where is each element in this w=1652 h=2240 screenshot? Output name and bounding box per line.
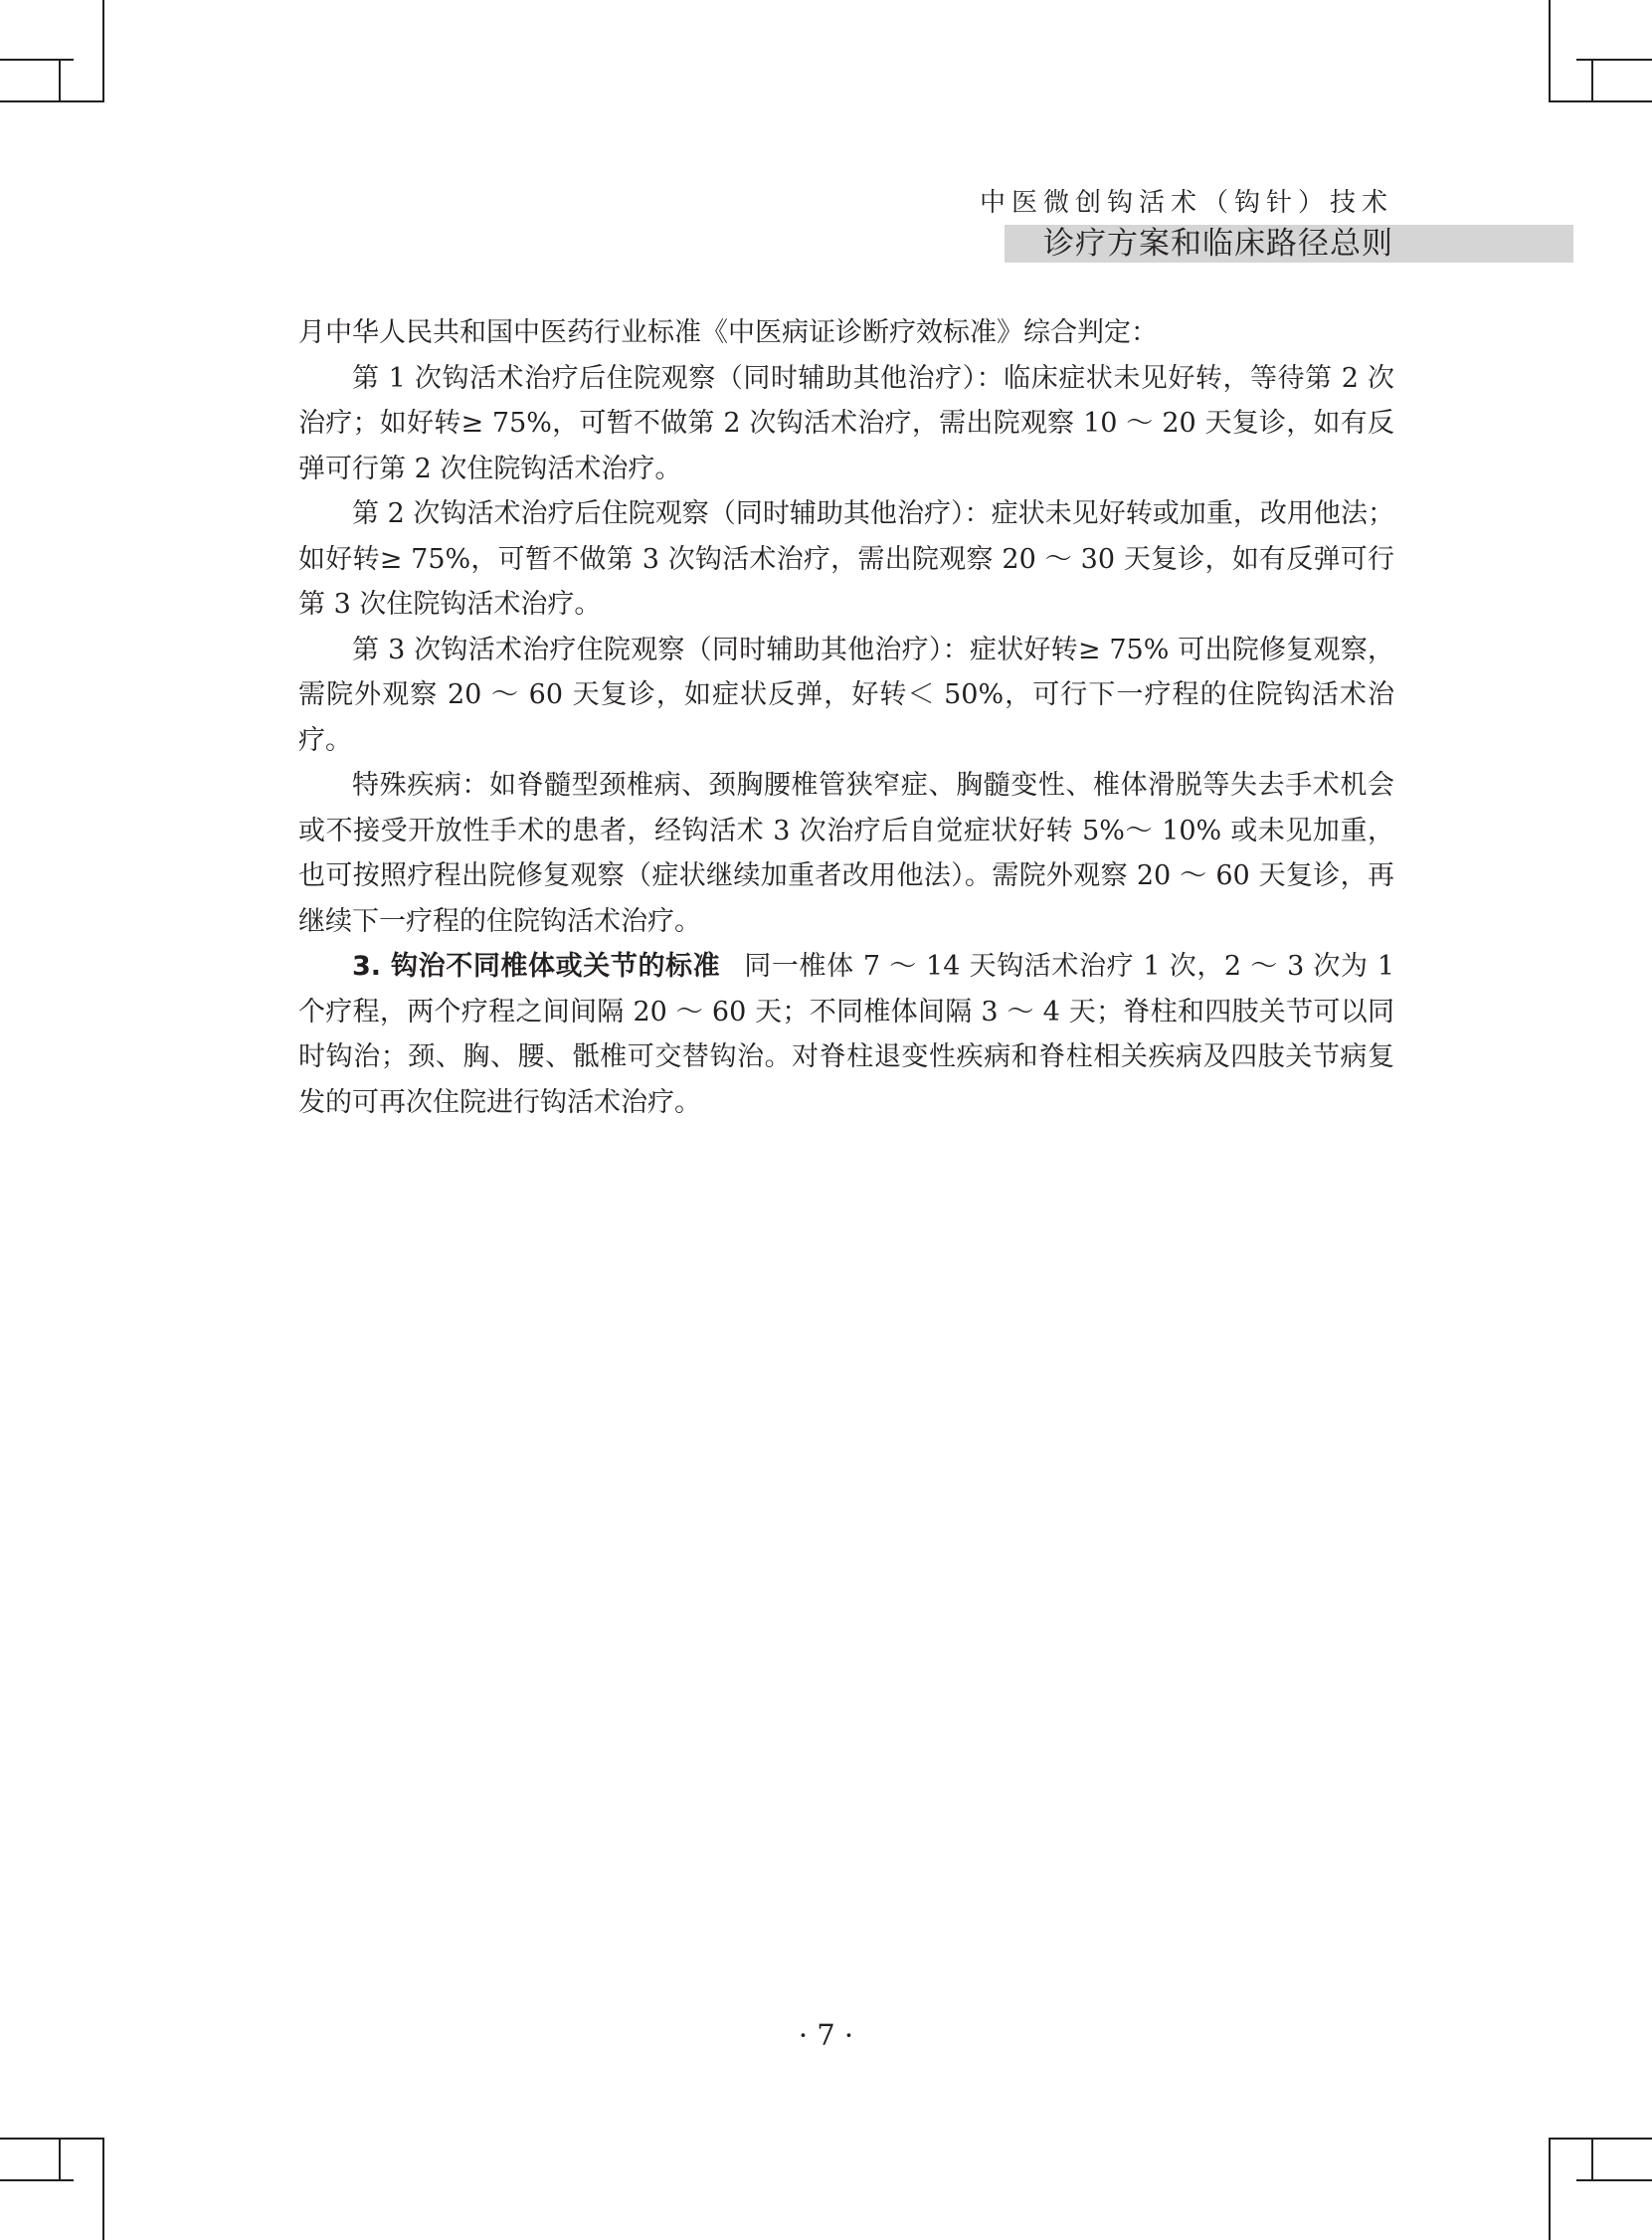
paragraph-continuation: 月中华人民共和国中医药行业标准《中医病证诊断疗效标准》综合判定：: [298, 317, 1158, 348]
running-header-section-title: 诊疗方案和临床路径总则: [1043, 226, 1393, 262]
paragraph-first-treatment: 第 1 次钩活术治疗后住院观察（同时辅助其他治疗）：临床症状未见好转，等待第 2 次治疗；如好转≥ 75%，可暂不做第 2 次钩活术治疗，需出院观察 10 ～ 20 天复诊，如有反弹可行第 2 次住院钩活术治疗。: [298, 362, 1394, 484]
crop-mark-top-left-corner-v: [59, 59, 61, 102]
paragraph-section-3: [298, 944, 1394, 1125]
running-header-book-title: 中医微创钩活术（钩针）技术: [979, 188, 1393, 218]
crop-mark-bottom-right-corner-v: [1591, 2138, 1593, 2181]
section-3-text: 同一椎体 7 ～ 14 天钩活术治疗 1 次，2 ～ 3 次为 1 个疗程，两个疗程之间间隔 20 ～ 60 天；不同椎体间隔 3 ～ 4 天；脊柱和四肢关节可以同时钩治；颈、胸、腰、骶椎可交替钩治。对脊柱退变性疾病和脊柱相关疾病及四肢关节病复发的可再次住院进行钩活术治疗。: [298, 951, 1394, 1118]
crop-mark-top-right-corner-v: [1591, 59, 1593, 102]
paragraph-third-treatment: 第 3 次钩活术治疗住院观察（同时辅助其他治疗）：症状好转≥ 75% 可出院修复观察，需院外观察 20 ～ 60 天复诊，如症状反弹，好转＜ 50%，可行下一疗程的住院钩活术治疗。: [298, 634, 1394, 756]
crop-mark-top-right-vertical: [1549, 0, 1551, 102]
page-number: · 7 ·: [798, 2018, 854, 2052]
crop-mark-top-right-horizontal: [1576, 59, 1652, 61]
crop-mark-top-left-vertical: [102, 0, 104, 102]
crop-mark-bottom-left-horizontal: [0, 2179, 74, 2181]
crop-mark-bottom-right-vertical: [1549, 2138, 1551, 2240]
paragraph-second-treatment: 第 2 次钩活术治疗后住院观察（同时辅助其他治疗）：症状未见好转或加重，改用他法；如好转≥ 75%，可暂不做第 3 次钩活术治疗，需出院观察 20 ～ 30 天复诊，如有反弹可行第 3 次住院钩活术治疗。: [298, 498, 1394, 620]
section-heading: 3. 钩治不同椎体或关节的标准: [352, 951, 721, 982]
crop-mark-bottom-left-corner-v: [59, 2138, 61, 2181]
paragraph-special-diseases: 特殊疾病：如脊髓型颈椎病、颈胸腰椎管狭窄症、胸髓变性、椎体滑脱等失去手术机会或不接受开放性手术的患者，经钩活术 3 次治疗后自觉症状好转 5%～ 10% 或未见加重，也可按照疗程出院修复观察（症状继续加重者改用他法）。需院外观察 20 ～ 60 天复诊，再继续下一疗程的住院钩活术治疗。: [298, 770, 1394, 937]
crop-mark-bottom-left-vertical: [102, 2138, 104, 2240]
crop-mark-bottom-left-corner-h: [0, 2138, 104, 2140]
crop-mark-bottom-right-horizontal: [1576, 2179, 1652, 2181]
crop-mark-top-left-horizontal: [0, 59, 74, 61]
crop-mark-bottom-right-corner-h: [1549, 2138, 1652, 2140]
page-body: [298, 310, 1394, 1125]
crop-mark-top-right-corner-h: [1549, 100, 1652, 102]
crop-mark-top-left-corner-h: [0, 100, 104, 102]
